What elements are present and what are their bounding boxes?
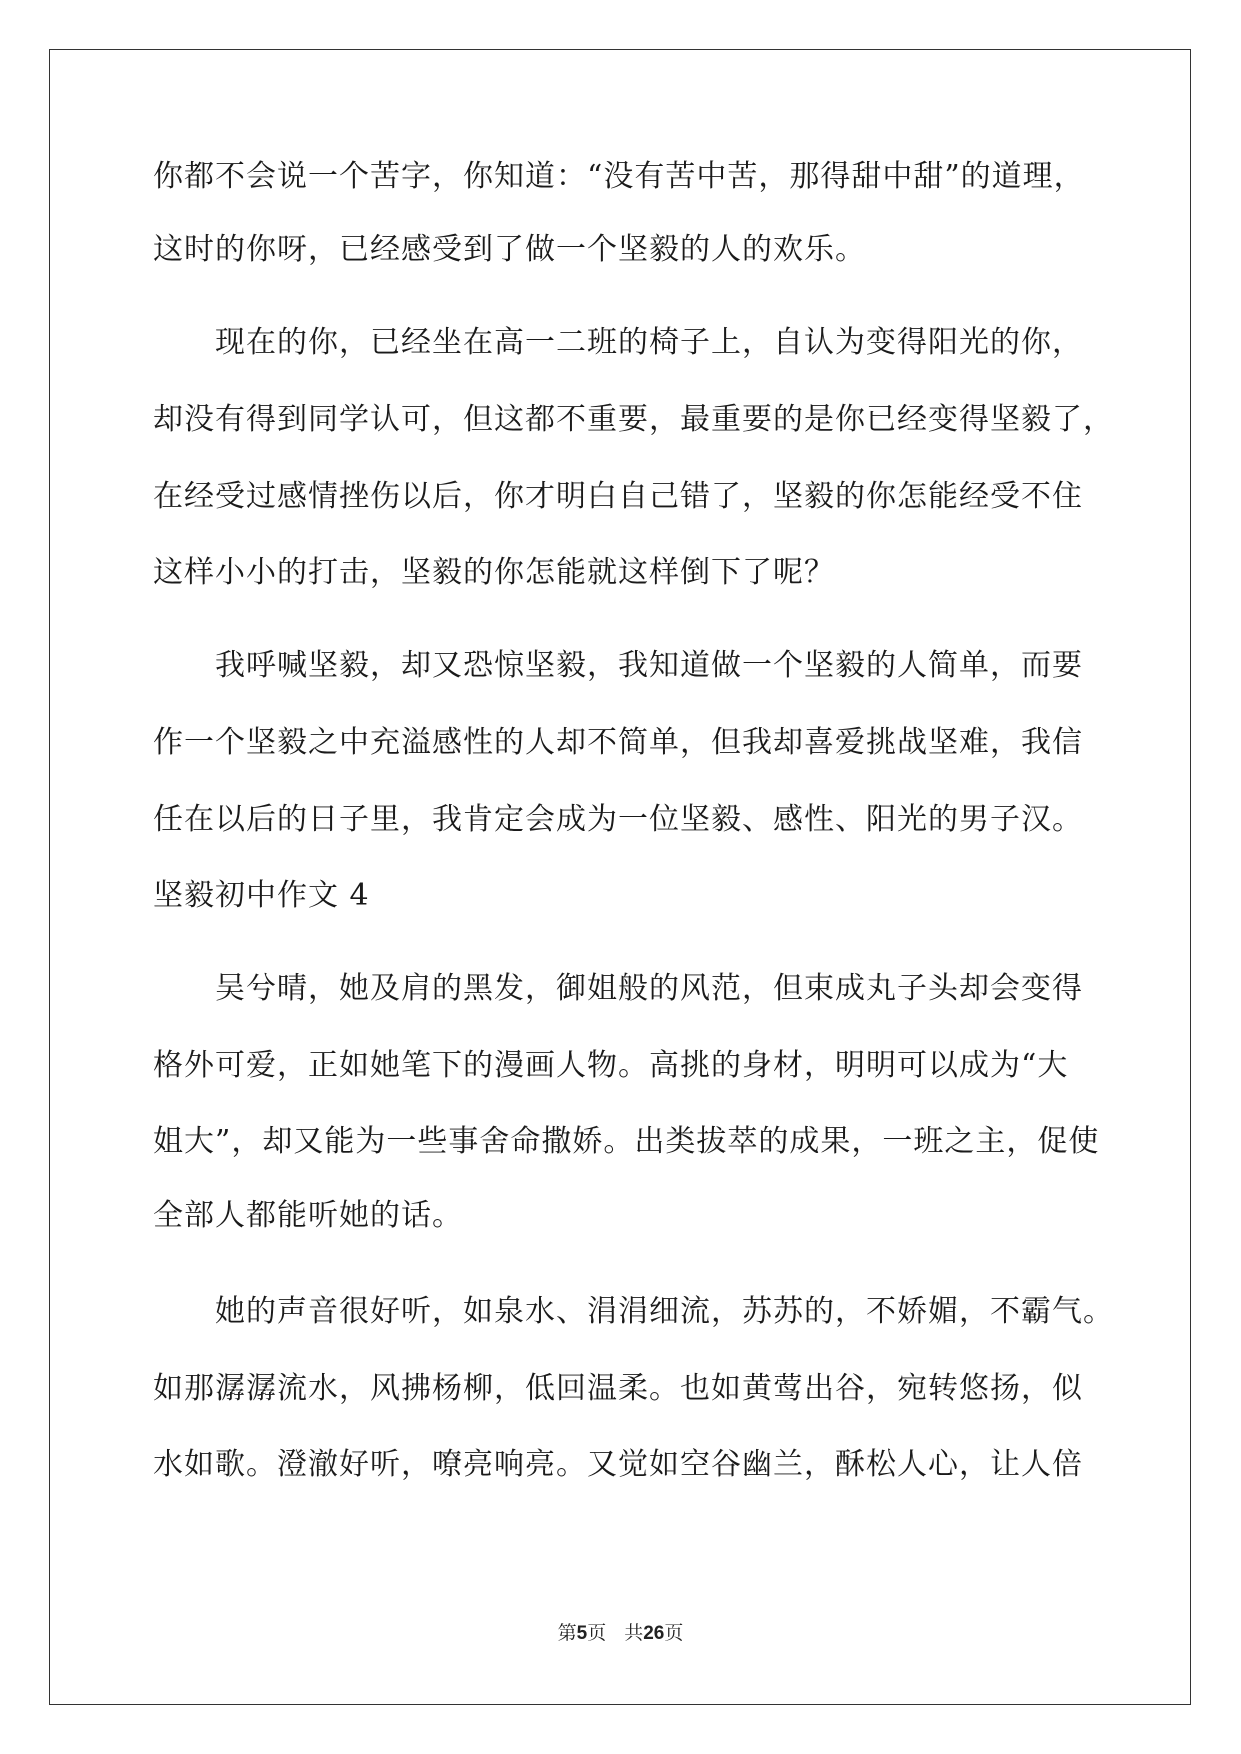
text-line: 这时的你呀，已经感受到了做一个坚毅的人的欢乐。 bbox=[153, 232, 866, 267]
total-pages: 26 bbox=[643, 1623, 665, 1644]
page-suffix: 页 bbox=[587, 1622, 607, 1644]
text-line: 我呼喊坚毅，却又恐惊坚毅，我知道做一个坚毅的人简单，而要 bbox=[215, 648, 1083, 683]
total-suffix: 页 bbox=[664, 1622, 684, 1644]
page-prefix: 第 bbox=[557, 1622, 577, 1644]
text-line: 格外可爱，正如她笔下的漫画人物。高挑的身材，明明可以成为“大 bbox=[153, 1048, 1069, 1083]
section-heading: 坚毅初中作文 4 bbox=[153, 878, 370, 913]
page-footer bbox=[0, 1618, 1241, 1645]
text-line: 在经受过感情挫伤以后，你才明白自己错了，坚毅的你怎能经受不住 bbox=[153, 479, 1083, 514]
text-line: 吴兮晴，她及肩的黑发，御姐般的风范，但束成丸子头却会变得 bbox=[215, 971, 1083, 1006]
text-line: 全部人都能听她的话。 bbox=[153, 1198, 463, 1233]
text-line: 水如歌。澄澈好听，嘹亮响亮。又觉如空谷幽兰，酥松人心，让人倍 bbox=[153, 1447, 1083, 1482]
text-line: 却没有得到同学认可，但这都不重要，最重要的是你已经变得坚毅了， bbox=[153, 402, 1114, 437]
text-line: 任在以后的日子里，我肯定会成为一位坚毅、感性、阳光的男子汉。 bbox=[153, 802, 1083, 837]
text-line: 这样小小的打击，坚毅的你怎能就这样倒下了呢？ bbox=[153, 555, 835, 590]
text-line: 她的声音很好听，如泉水、涓涓细流，苏苏的，不娇媚，不霸气。 bbox=[215, 1294, 1114, 1329]
text-line: 现在的你，已经坐在高一二班的椅子上，自认为变得阳光的你， bbox=[215, 325, 1083, 360]
text-line: 作一个坚毅之中充溢感性的人却不简单，但我却喜爱挑战坚难，我信 bbox=[153, 725, 1083, 760]
text-line: 你都不会说一个苦字，你知道：“没有苦中苦，那得甜中甜”的道理， bbox=[153, 159, 1085, 194]
total-prefix: 共 bbox=[624, 1622, 644, 1644]
text-line: 如那潺潺流水，风拂杨柳，低回温柔。也如黄莺出谷，宛转悠扬，似 bbox=[153, 1371, 1083, 1406]
text-line: 姐大”，却又能为一些事舍命撒娇。出类拔萃的成果，一班之主，促使 bbox=[153, 1124, 1100, 1159]
page-number: 5 bbox=[576, 1623, 588, 1644]
